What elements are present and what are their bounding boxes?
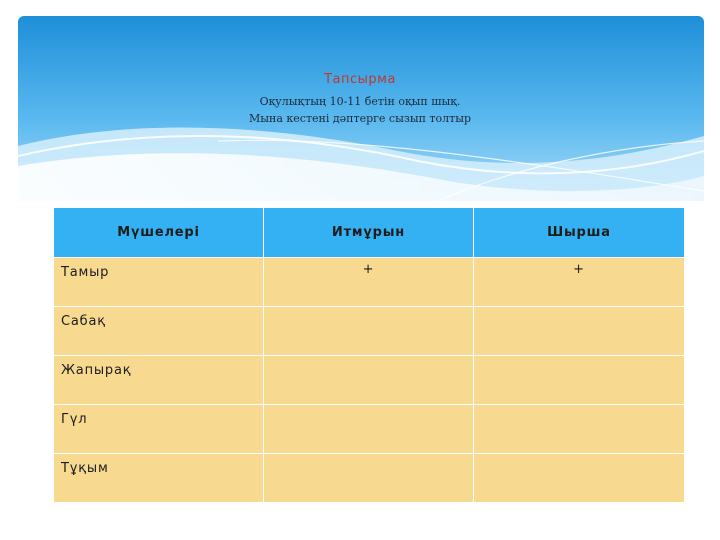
- header-spruce: Шырша: [474, 208, 685, 258]
- table-row: [54, 307, 685, 356]
- header-rosehip: Итмұрын: [264, 208, 474, 258]
- table-cell: [474, 405, 685, 454]
- row-label: Сабақ: [54, 307, 264, 356]
- instruction-line-2: Мына кестені дәптерге сызып толтыр: [249, 112, 471, 125]
- row-label: Тамыр: [54, 258, 264, 307]
- table-row: [54, 356, 685, 405]
- slide-title: Тапсырма: [324, 72, 396, 87]
- table-cell: [264, 307, 474, 356]
- header-parts: Мүшелері: [54, 208, 264, 258]
- table-row: [54, 454, 685, 503]
- table-cell: +: [474, 258, 685, 307]
- table-cell: [474, 356, 685, 405]
- instruction-line-1: Оқулықтың 10-11 бетін оқып шық.: [259, 95, 461, 108]
- table-cell: [474, 454, 685, 503]
- row-label: Гүл: [54, 405, 264, 454]
- table-cell: [264, 454, 474, 503]
- table-cell: [264, 405, 474, 454]
- table-header-row: [54, 208, 685, 258]
- row-label: Тұқым: [54, 454, 264, 503]
- row-label: Жапырақ: [54, 356, 264, 405]
- comparison-table: [53, 207, 685, 503]
- table-cell: [264, 356, 474, 405]
- table-cell: +: [264, 258, 474, 307]
- table-row: [54, 258, 685, 307]
- table-cell: [474, 307, 685, 356]
- slide-title-block: [0, 72, 720, 127]
- table-row: [54, 405, 685, 454]
